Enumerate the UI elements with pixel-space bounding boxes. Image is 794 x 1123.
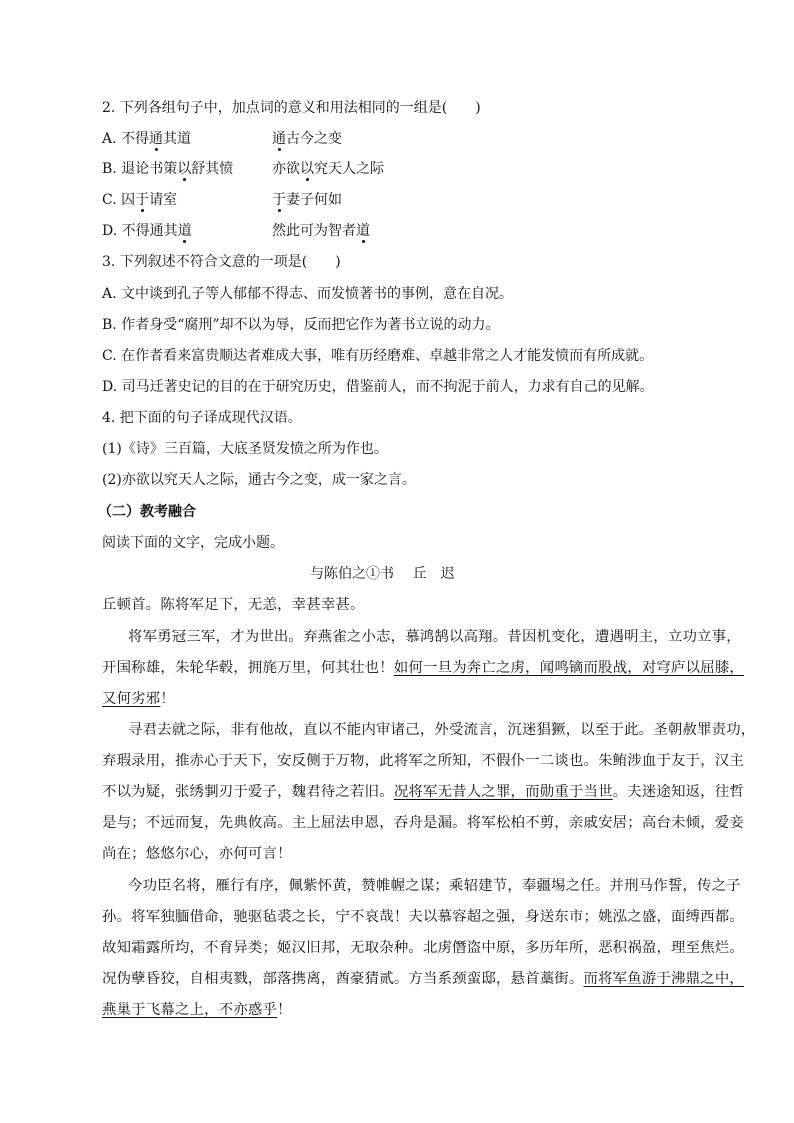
passage-p3-line1: 今功臣名将，雁行有序，佩紫怀黄，赞帷幄之谋；乘轺建节，奉疆埸之任。并刑马作誓，传之子	[128, 878, 741, 894]
option-left-text: 囚于请室	[121, 192, 178, 208]
option-label: C.	[102, 192, 117, 208]
q4-item-1: (1)《诗》三百篇，大底圣贤发愤之所为作也。	[102, 441, 388, 457]
passage-p1-line1: 将军勇冠三军，才为世出。弃燕雀之小志，慕鸿鹄以高翔。昔因机变化，遭遇明主，立功立事，	[128, 629, 741, 645]
section-heading: （二）教考融合	[98, 504, 196, 520]
underlined-sentence: 如何一旦为奔亡之虏，闻鸣镝而股战，对穹庐以屈膝，	[393, 660, 745, 676]
passage-p3-line3: 故知霜露所均，不育异类；姬汉旧邦，无取杂种。北虏僭盗中原，多历年所，恶积祸盈，理至焦烂。	[102, 940, 744, 956]
q2-option-d	[102, 221, 192, 241]
q2-option-b-right: 亦欲以究天人之际	[272, 161, 384, 177]
passage-p3-line5: 燕巢于飞幕之上，不亦惑乎！	[102, 1002, 292, 1018]
emphasis-dot-char: 道	[356, 223, 370, 239]
passage-p2-line3: 不以为疑，张绣剚刃于爱子，魏君待之若旧。况将军无昔人之罪，而勋重于当世。夫迷途知返，往哲	[102, 784, 745, 800]
passage-p2-line5: 尚在；悠悠尔心，亦何可言！	[102, 846, 292, 862]
reading-instruction: 阅读下面的文字，完成小题。	[102, 535, 284, 551]
passage-p1-line3: 又何劣邪！	[102, 691, 175, 707]
q2-option-a-right: 通古今之变	[272, 131, 342, 147]
emphasis-dot-char: 通	[272, 131, 286, 147]
passage-p3-line2: 孙。将军独腼借命，驰驱毡裘之长，宁不哀哉！夫以慕容超之强，身送东市；姚泓之盛，面缚西都。	[102, 909, 744, 925]
question-4-stem: 4. 把下面的句子译成现代汉语。	[102, 410, 302, 426]
passage-p2-line2: 弃瑕录用，推赤心于天下，安反侧于万物，此将军之所知，不假仆一二谈也。朱鲔涉血于友于，汉主	[102, 753, 744, 769]
underlined-sentence: 而将军鱼游于沸鼎之中，	[583, 971, 744, 987]
question-3-stem: 3. 下列叙述不符合文意的一项是( )	[102, 254, 341, 270]
emphasis-dot-char: 道	[177, 223, 192, 239]
passage-p1-line2: 开国称雄，朱轮华毂，拥旄万里，何其壮也！如何一旦为奔亡之虏，闻鸣镝而股战，对穹庐以屈膝，	[102, 660, 745, 676]
q2-option-c-right: 于妻子何如	[272, 192, 342, 208]
q3-option-a: A. 文中谈到孔子等人郁郁不得志、而发愤著书的事例，意在自况。	[102, 286, 514, 302]
q4-item-2: (2)亦欲以究天人之际，通古今之变，成一家之言。	[102, 472, 416, 488]
passage-greeting: 丘顿首。陈将军足下，无恙，幸甚幸甚。	[102, 597, 365, 613]
option-label: D.	[102, 223, 118, 239]
q3-option-c: C. 在作者看来富贵顺达者难成大事，唯有历经磨难、卓越非常之人才能发愤而有所成就。	[102, 348, 654, 364]
option-label: B.	[102, 161, 117, 177]
underlined-sentence: 燕巢于飞幕之上，不亦惑乎	[102, 1002, 278, 1018]
q2-option-b	[102, 159, 233, 179]
underlined-sentence: 况将军无昔人之罪，而勋重于当世	[393, 784, 613, 800]
q3-option-b: B. 作者身受“腐刑”却不以为辱，反而把它作为著书立说的动力。	[102, 317, 500, 333]
passage-p2-line4: 是与；不远而复，先典攸高。主上屈法申恩，吞舟是漏。将军松柏不剪，亲戚安居；高台未倾，爱妾	[102, 815, 744, 831]
question-2-stem: 2. 下列各组句子中，加点词的意义和用法相同的一组是( )	[102, 100, 481, 116]
passage-title: 与陈伯之①书 丘 迟	[310, 566, 455, 582]
q2-option-a	[102, 129, 191, 149]
emphasis-dot-char: 以	[177, 161, 192, 177]
emphasis-dot-char: 于	[135, 192, 150, 208]
emphasis-dot-char: 通	[149, 131, 164, 147]
passage-p2-line1: 寻君去就之际，非有他故，直以不能内审诸己，外受流言，沉迷猖獗，以至于此。圣朝赦罪责功，	[128, 722, 756, 738]
option-left-text: 退论书策以舒其愤	[121, 161, 234, 177]
option-left-text: 不得通其道	[121, 131, 192, 147]
passage-p3-line4: 况伪孽昏狡，自相夷戮，部落携离，酋豪猜贰。方当系颈蛮邸，悬首藁街。而将军鱼游于沸鼎之中，	[102, 971, 744, 987]
option-left-text: 不得通其道	[121, 223, 192, 239]
option-label: A.	[102, 131, 117, 147]
q3-option-d: D. 司马迁著史记的目的在于研究历史，借鉴前人，而不拘泥于前人，力求有自己的见解。	[102, 379, 654, 395]
underlined-sentence: 又何劣邪	[102, 691, 161, 707]
q2-option-d-right: 然此可为智者道	[272, 223, 370, 239]
emphasis-dot-char: 于	[272, 192, 286, 208]
q2-option-c	[102, 190, 177, 210]
emphasis-dot-char: 以	[300, 161, 314, 177]
